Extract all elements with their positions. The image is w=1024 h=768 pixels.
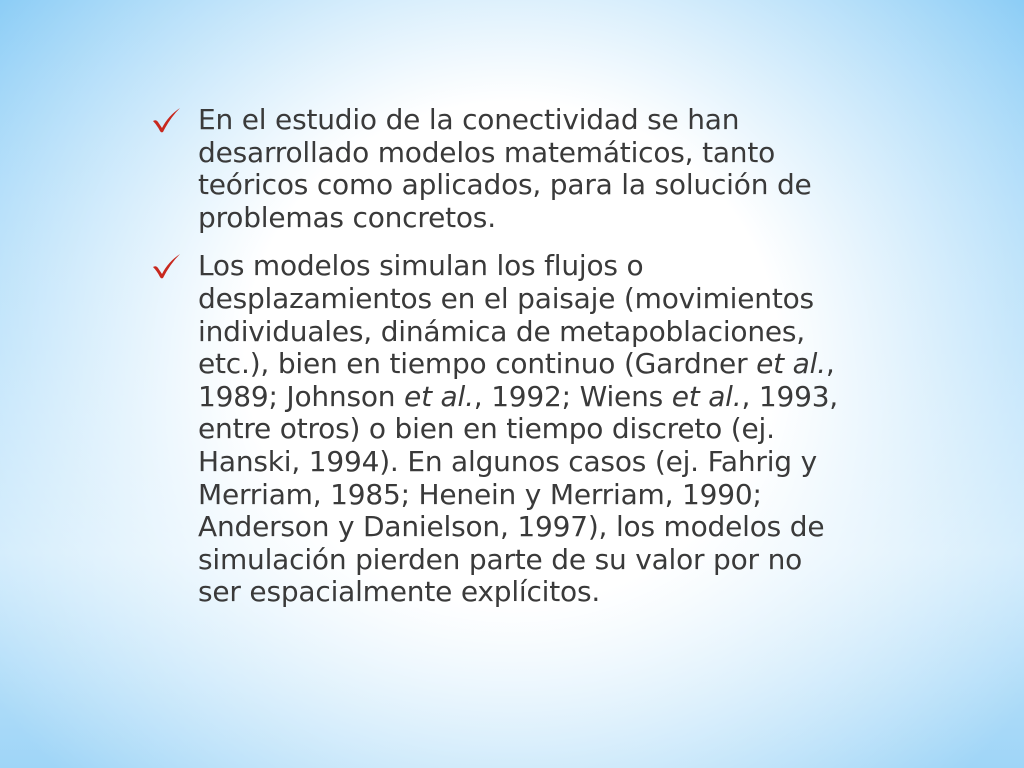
- bullet-list: [150, 104, 850, 625]
- checkmark-icon: [150, 106, 182, 134]
- bullet-item: [150, 250, 850, 609]
- citation-et-al: et al.: [756, 347, 826, 381]
- bullet-item: [150, 104, 850, 234]
- bullet-text: [198, 249, 838, 608]
- citation-et-al: et al.: [671, 379, 742, 413]
- bullet-text-segment: , 1993, entre otros) o bien en tiempo discreto (ej. Hanski, 1994). En algunos casos (ej. Fahrig y Merriam, 1985; Henein y Merriam, 1990; Anderson y Danielson, 1997), los modelos de simulación pierden parte de su valor por no ser espacialmente explícitos.: [198, 379, 839, 609]
- bullet-text: [198, 103, 812, 234]
- bullet-text-segment: , 1992; Wiens: [473, 379, 672, 413]
- citation-et-al: et al.: [404, 379, 474, 413]
- bullet-text-segment: Los modelos simulan los flujos o desplazamientos en el paisaje (movimientos individuales, dinámica de metapoblaciones, etc.), bien en tiempo continuo (Gardner: [198, 249, 814, 381]
- checkmark-icon: [150, 252, 182, 280]
- bullet-text-segment: , 1989; Johnson: [198, 347, 835, 413]
- bullet-text-segment: En el estudio de la conectividad se han desarrollado modelos matemáticos, tanto teóricos como aplicados, para la solución de problemas concretos.: [198, 103, 812, 234]
